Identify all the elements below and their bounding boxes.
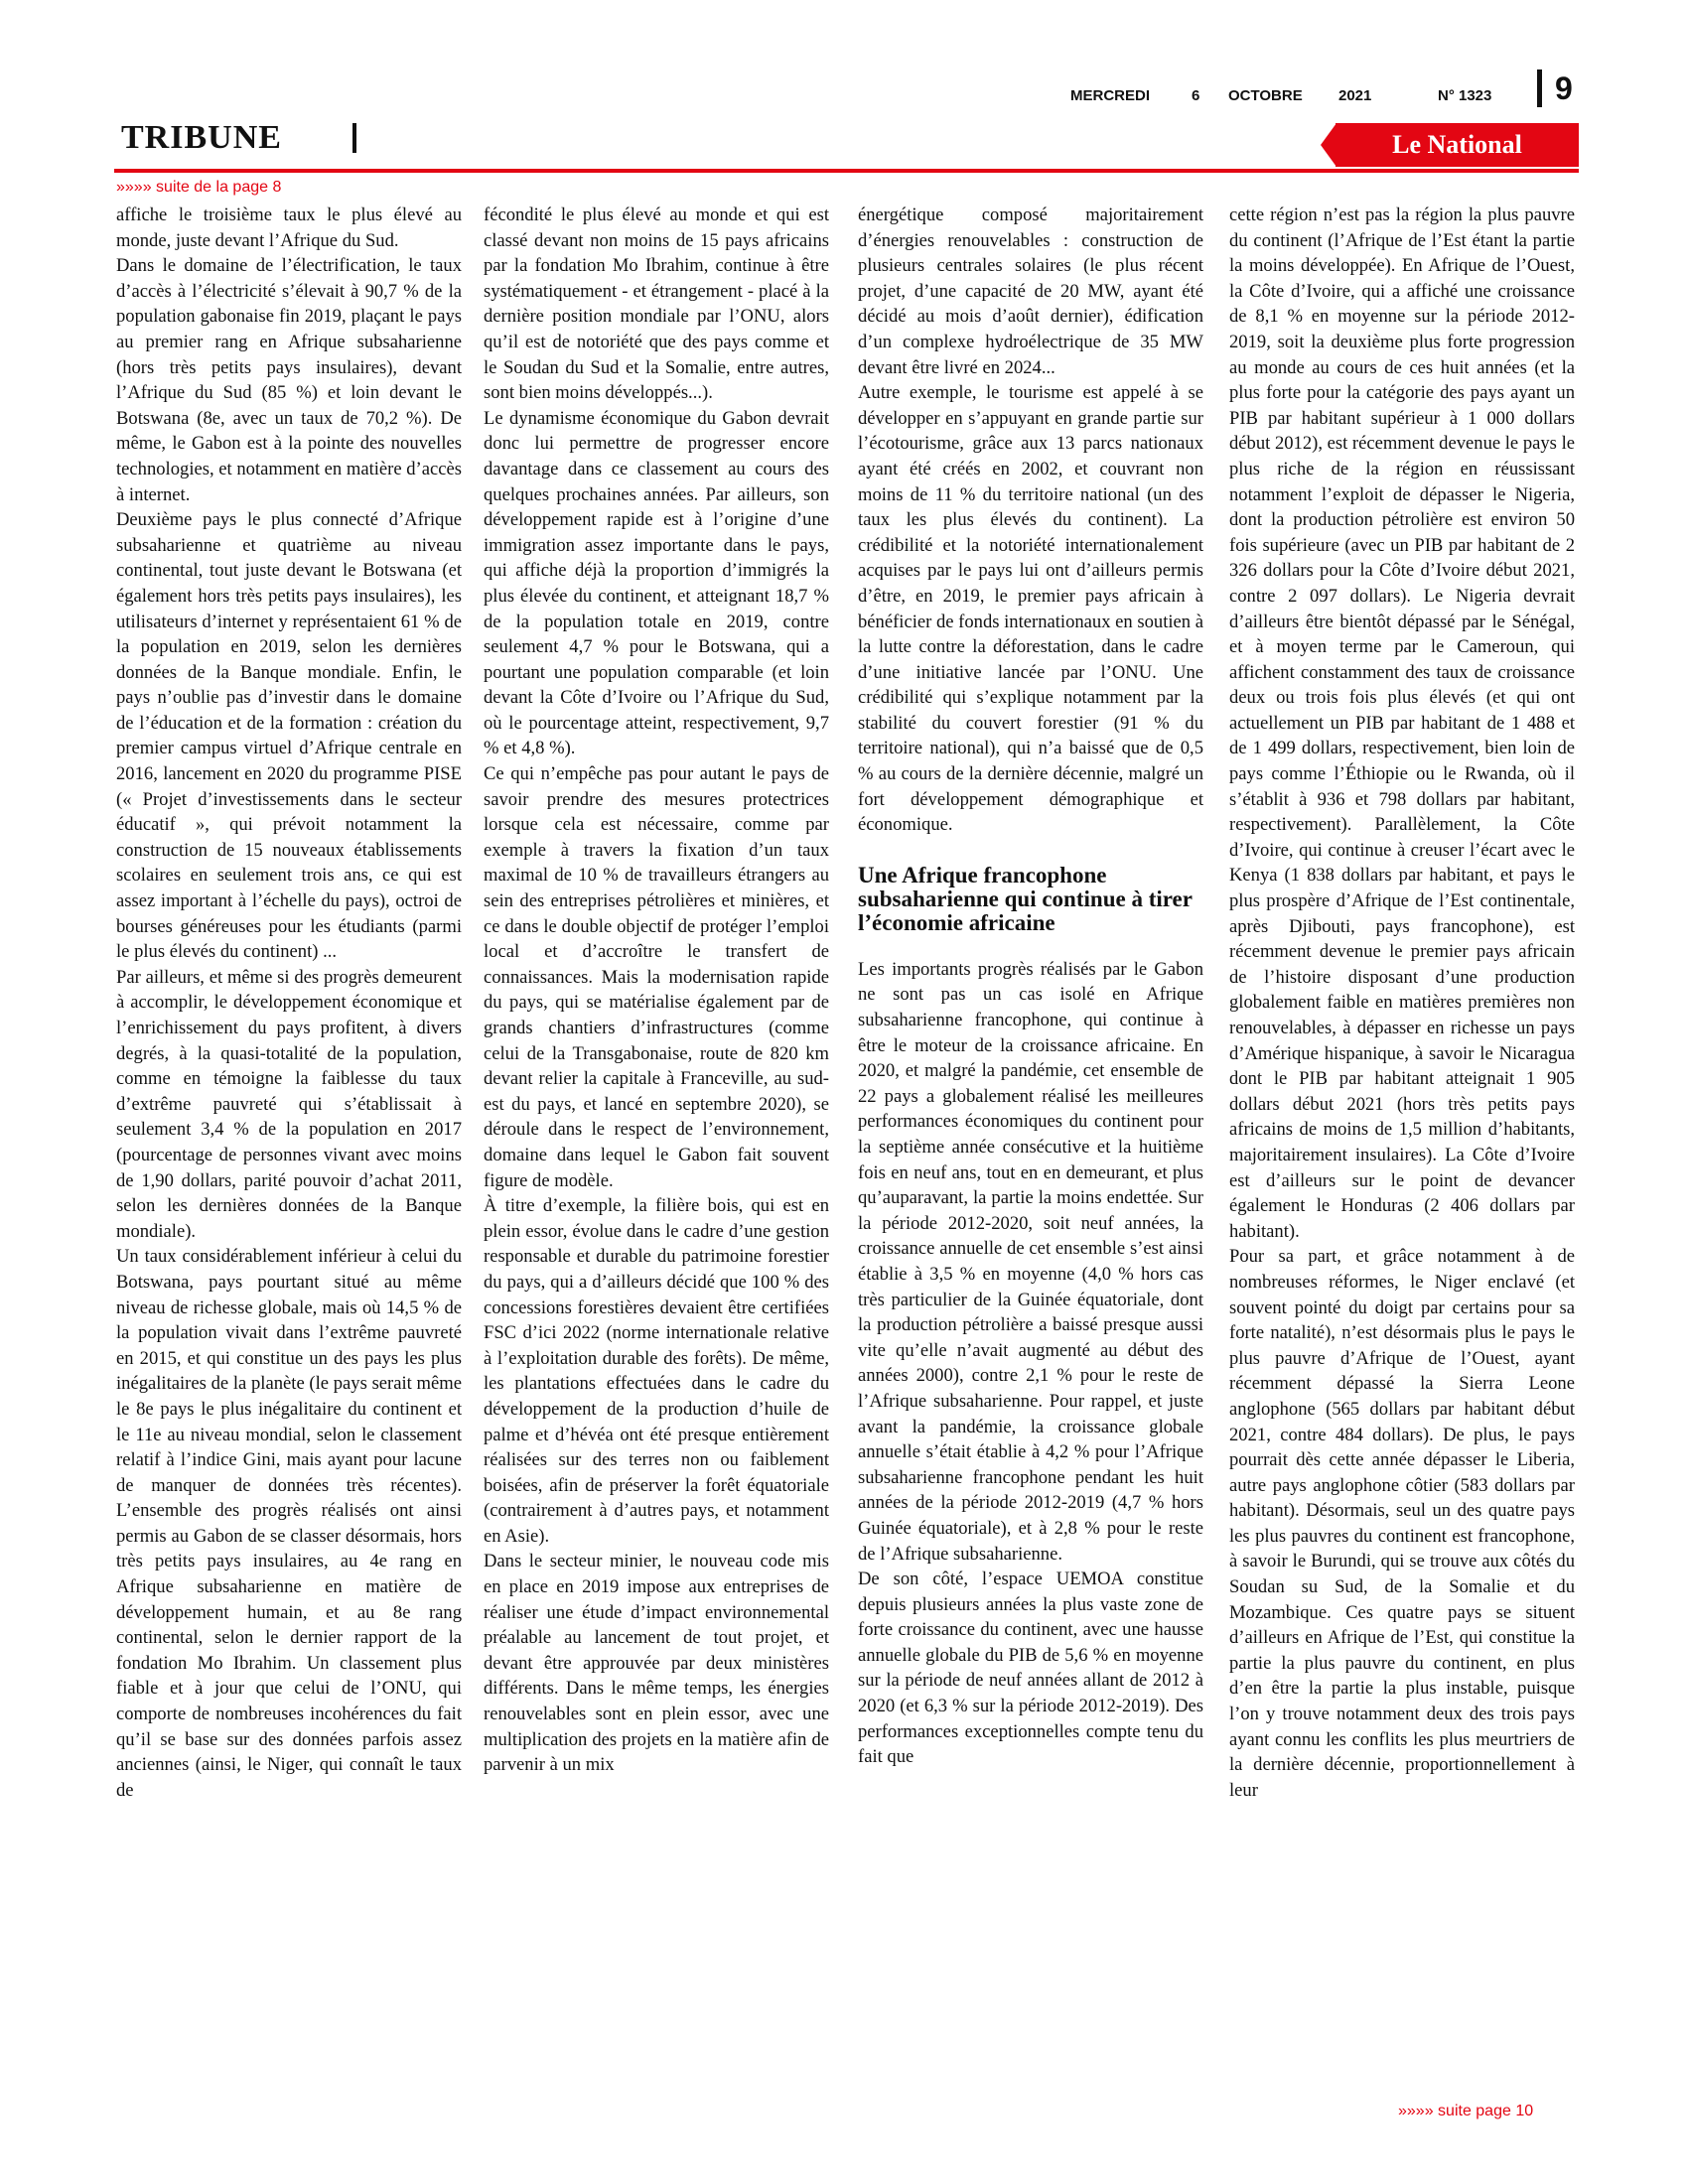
article-column-2 xyxy=(484,203,829,2079)
section-title-divider xyxy=(352,123,356,153)
brand-name: Le National xyxy=(1392,130,1522,159)
page-number-divider xyxy=(1537,69,1542,107)
issue-month: OCTOBRE xyxy=(1228,87,1303,104)
page-number: 9 xyxy=(1555,70,1573,106)
issue-date-number: 6 xyxy=(1192,87,1200,104)
brand-banner-notch xyxy=(1321,123,1336,167)
paragraph: Autre exemple, le tourisme est appelé à se développer en s’appuyant en grande partie sur l’écotourisme, grâce aux 13 parcs nationaux ayant été créés en 2002, et couvrant non moins de 11 % du territoire national (un des taux les plus élevés du continent). La crédibilité et la notoriété internationalement acquises par le pays lui ont d’ailleurs permis d’être, en 2019, le premier pays africain à bénéficier de fonds internationaux en soutien à la lutte contre la déforestation, dans le cadre d’une initiative lancée par l’ONU. Une crédibilité qui s’explique notamment par la stabilité du couvert forestier (91 % du territoire national), qui n’a baissé que de 0,5 % au cours de la dernière décennie, malgré un fort développement démographique et économique. xyxy=(858,382,1203,836)
issue-info xyxy=(1062,81,1589,111)
article-column-3 xyxy=(858,203,1203,2079)
paragraph: affiche le troisième taux le plus élevé au monde, juste devant l’Afrique du Sud. xyxy=(116,205,462,251)
paragraph: Dans le domaine de l’électrification, le taux d’accès à l’électricité s’élevait à 90,7 % de la population gabonaise fin 2019, plaçant le pays au premier rang en Afrique subsaharienne (hors très petits pays insulaires), devant l’Afrique du Sud (85 %) et loin devant le Botswana (8e, avec un taux de 70,2 %). De même, le Gabon est à la pointe des nouvelles technologies, et notamment en matière d’accès à internet. xyxy=(116,255,462,505)
issue-year: 2021 xyxy=(1338,87,1372,104)
paragraph: Un taux considérablement inférieur à celui du Botswana, pays pourtant situé au même niveau de richesse globale, mais où 14,5 % de la population vivait dans l’extrême pauvreté en 2015, et qui constitue un des pays les plus inégalitaires de la planète (le pays serait même le 8e pays le plus inégalitaire du continent et le 11e au niveau mondial, selon le classement relatif à l’indice Gini, mais ayant pour lacune de manquer de données très récentes). L’ensemble des progrès réalisés ont ainsi permis au Gabon de se classer désormais, hors très petits pays insulaires, au 4e rang en Afrique subsaharienne en matière de développement humain, et au 8e rang continental, selon le dernier rapport de la fondation Mo Ibrahim. Un classement plus fiable et à jour que celui de l’ONU, qui comporte de nombreuses incohérences du fait qu’il se base sur des données parfois assez anciennes (ainsi, le Niger, qui connaît le taux de xyxy=(116,1246,462,1801)
continued-from-link[interactable]: »»»» suite de la page 8 xyxy=(116,179,282,196)
paragraph: Deuxième pays le plus connecté d’Afrique subsaharienne et quatrième au niveau continental, tout juste devant le Botswana (et également hors très petits pays insulaires), les utilisateurs d’internet y représentaient 61 % de la population en 2019, selon les dernières données de la Banque mondiale. Enfin, le pays n’oublie pas d’investir dans le domaine de l’éducation et de la formation : création du premier campus virtuel d’Afrique centrale en 2016, lancement en 2020 du programme PISE (« Projet d’investissements dans le secteur éducatif », qui prévoit notamment la construction de 15 nouveaux établissements scolaires en seulement trois ans, ce qui est assez important à l’échelle du pays), octroi de bourses généreuses pour les étudiants (parmi le plus élevés du continent) ... xyxy=(116,509,462,963)
paragraph: Par ailleurs, et même si des progrès demeurent à accomplir, le développement économique et l’enrichissement du pays profitent, à divers degrés, à la quasi-totalité de la population, comme en témoigne la faiblesse du taux d’extrême pauvreté qui s’établissait à seulement 3,4 % de la population en 2017 (pourcentage de personnes vivant avec moins de 1,90 dollars, parité pouvoir d’achat 2011, selon les dernières données de la Banque mondiale). xyxy=(116,966,462,1242)
paragraph: À titre d’exemple, la filière bois, qui est en plein essor, évolue dans le cadre d’une gestion responsable et durable du patrimoine forestier du pays, qui a d’ailleurs décidé que 100 % des concessions forestières devaient être certifiées FSC d’ici 2022 (norme internationale relative à l’exploitation durable des forêts). De même, les plantations effectuées dans le cadre du développement de la production d’huile de palme et d’hévéa ont été presque entièrement réalisées sur des terres non ou faiblement boisées, afin de préserver la forêt équatoriale (contrairement à d’autres pays, et notamment en Asie). xyxy=(484,1195,829,1547)
section-title: TRIBUNE xyxy=(121,119,282,156)
continued-on-link[interactable]: »»»» suite page 10 xyxy=(1398,2103,1534,2119)
paragraph: De son côté, l’espace UEMOA constitue depuis plusieurs années la plus vaste zone de forte croissance du continent, avec une hausse annuelle globale du PIB de 5,6 % en moyenne sur la période de neuf années allant de 2012 à 2020 (et 6,3 % sur la période 2012-2019). Des performances exceptionnelles compte tenu du fait que xyxy=(858,1569,1203,1768)
paragraph: Pour sa part, et grâce notamment à de nombreuses réformes, le Niger enclavé (et souvent pointé du doigt par certains pour sa forte natalité), n’est désormais plus le pays le plus pauvre d’Afrique de l’Ouest, ayant récemment dépassé la Sierra Leone anglophone (565 dollars par habitant début 2021, contre 484 dollars). De plus, le pays pourrait dès cette année dépasser le Liberia, autre pays anglophone côtier (583 dollars par habitant). Désormais, seul un des quatre pays les plus pauvres du continent est francophone, à savoir le Burundi, qui se trouve aux côtés du Soudan su Sud, de la Somalie et du Mozambique. Ces quatre pays se situent d’ailleurs en Afrique de l’Est, qui constitue la partie la plus pauvre du continent, en plus d’en être la partie la plus instable, puisque l’on y trouve notamment deux des trois pays ayant connu les conflits les plus meurtriers de la dernière décennie, proportionnellement à leur xyxy=(1229,1246,1575,1801)
issue-day: MERCREDI xyxy=(1070,87,1151,104)
paragraph: Ce qui n’empêche pas pour autant le pays de savoir prendre des mesures protectrices lorsque cela est nécessaire, comme par exemple à travers la fixation d’un taux maximal de 10 % de travailleurs étrangers au sein des entreprises pétrolières et minières, et ce dans le double objectif de protéger l’emploi local et d’accroître le transfert de connaissances. Mais la modernisation rapide du pays, qui se matérialise également par de grands chantiers d’infrastructures (comme celui de la Transgabonaise, route de 820 km devant relier la capitale à Franceville, au sud-est du pays, et lancé en septembre 2020), se déroule dans le respect de l’environnement, domaine dans lequel le Gabon fait souvent figure de modèle. xyxy=(484,763,829,1191)
paragraph: Le dynamisme économique du Gabon devrait donc lui permettre de progresser encore davantage dans ce classement au cours des quelques prochaines années. Par ailleurs, son développement rapide est à l’origine d’une immigration assez importante dans le pays, qui affiche déjà la proportion d’immigrés la plus élevée du continent, et atteignant 18,7 % de la population totale en 2019, contre seulement 4,7 % pour le Botswana, qui a pourtant une population comparable (et loin devant la Côte d’Ivoire ou l’Afrique du Sud, où le pourcentage atteint, respectivement, 9,7 % et 4,8 %). xyxy=(484,407,829,759)
header-rule xyxy=(114,169,1579,173)
issue-number: N° 1323 xyxy=(1438,87,1492,104)
paragraph: cette région n’est pas la région la plus pauvre du continent (l’Afrique de l’Est étant la partie la moins développée). En Afrique de l’Ouest, la Côte d’Ivoire, qui a affiché une croissance de 8,1 % en moyenne sur la période 2012-2019, soit la deuxième plus forte progression au monde au cours de ces huit années (et la plus forte pour la catégorie des pays ayant un PIB par habitant supérieur à 1 000 dollars début 2012), est récemment devenue le pays le plus riche de la région en réussissant notamment l’exploit de dépasser le Nigeria, dont la production pétrolière est environ 50 fois supérieure (avec un PIB par habitant de 2 326 dollars pour la Côte d’Ivoire début 2021, contre 2 097 dollars). Le Nigeria devrait d’ailleurs être bientôt dépassé par le Sénégal, et à moyen terme par le Cameroun, qui affichent constamment des taux de croissance deux ou trois fois plus élevés (et qui ont actuellement un PIB par habitant de 1 488 et de 1 499 dollars, respectivement, bien loin de pays comme l’Éthiopie ou le Rwanda, où il s’établit à 936 et 798 dollars par habitant, respectivement). Parallèlement, la Côte d’Ivoire, qui continue à creuser l’écart avec le Kenya (1 838 dollars par habitant, et pays le plus prospère d’Afrique de l’Est continentale, après Djibouti, pays francophone), est récemment devenue le premier pays africain de l’histoire disposant d’une production globalement faible en matières premières non renouvelables, à dépasser en richesse un pays d’Amérique hispanique, à savoir le Nicaragua dont le PIB par habitant atteignait 1 905 dollars début 2021 (hors très petits pays africains de moins de 1,5 million d’habitants, majoritairement insulaires). La Côte d’Ivoire est d’ailleurs sur le point de devancer également le Honduras (2 406 dollars par habitant). xyxy=(1229,205,1575,1242)
article-column-1 xyxy=(116,203,462,2079)
paragraph: énergétique composé majoritairement d’énergies renouvelables : construction de plusieurs centrales solaires (le plus récent projet, d’une capacité de 20 MW, ayant été décidé au mois d’août dernier), édification d’un complexe hydroélectrique de 35 MW devant être livré en 2024... xyxy=(858,205,1203,378)
article-column-4 xyxy=(1229,203,1575,2079)
paragraph: fécondité le plus élevé au monde et qui est classé devant non moins de 15 pays africains par la fondation Mo Ibrahim, continue à être systématiquement - et étrangement - placé à la dernière position mondiale par l’ONU, alors qu’il est de notoriété que des pays comme et le Soudan du Sud et la Somalie, entre autres, sont bien moins développés...). xyxy=(484,205,829,404)
subheading: Une Afrique francophone subsaharienne qui continue à tirer l’économie africaine xyxy=(858,862,1193,935)
paragraph: Dans le secteur minier, le nouveau code mis en place en 2019 impose aux entreprises de réaliser une étude d’impact environnemental préalable au lancement de tout projet, et devant être approuvée par deux ministères différents. Dans le même temps, les énergies renouvelables sont en plein essor, avec une multiplication des projets en la matière afin de parvenir à un mix xyxy=(484,1551,829,1776)
paragraph: Les importants progrès réalisés par le Gabon ne sont pas un cas isolé en Afrique subsaharienne francophone, qui continue à être le moteur de la croissance africaine. En 2020, et malgré la pandémie, cet ensemble de 22 pays a globalement réalisé les meilleures performances économiques du continent pour la septième année consécutive et la huitième fois en neuf ans, tout en en demeurant, et plus qu’auparavant, la partie la moins endettée. Sur la période 2012-2020, soit neuf années, la croissance annuelle de cet ensemble s’est ainsi établie à 3,5 % en moyenne (4,0 % hors cas très particulier de la Guinée équatoriale, dont la production pétrolière a baissé presque aussi vite qu’elle n’avait augmenté au début des années 2000), contre 2,1 % pour le reste de l’Afrique subsaharienne. Pour rappel, et juste avant la pandémie, la croissance globale annuelle s’était établie à 4,2 % pour l’Afrique subsaharienne francophone pendant les huit années de la période 2012-2019 (4,7 % hors Guinée équatoriale), et à 2,8 % pour le reste de l’Afrique subsaharienne. xyxy=(858,958,1203,1565)
